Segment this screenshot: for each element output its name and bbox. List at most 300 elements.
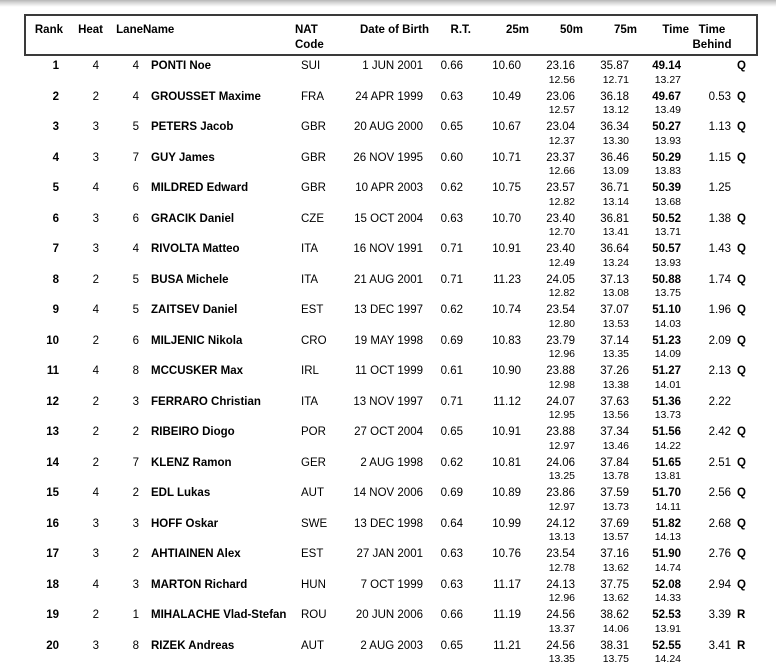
cell-reaction-time-value: 0.69 <box>429 335 463 349</box>
table-row[interactable] <box>25 331 757 362</box>
cell-date-of-birth-value: 21 AUG 2001 <box>339 274 423 288</box>
cell-75m <box>583 209 637 240</box>
cell-date-of-birth-value: 7 OCT 1999 <box>339 579 423 593</box>
cell-heat-value: 3 <box>63 548 99 562</box>
cell-date-of-birth <box>339 361 429 392</box>
cell-heat <box>63 270 103 301</box>
cell-reaction-time <box>429 117 471 148</box>
cell-lane <box>103 605 143 636</box>
cell-lane-value: 8 <box>103 640 139 654</box>
cell-rank <box>25 483 63 514</box>
table-row[interactable] <box>25 178 757 209</box>
cell-rank <box>25 117 63 148</box>
cell-75m <box>583 453 637 484</box>
cell-50m-split: 12.56 <box>529 74 575 87</box>
cell-time-behind-value: 1.25 <box>689 182 731 196</box>
cell-time-behind-value: 2.68 <box>689 518 731 532</box>
cell-nat-code <box>295 178 339 209</box>
table-row[interactable] <box>25 483 757 514</box>
cell-rank <box>25 209 63 240</box>
table-row[interactable] <box>25 575 757 606</box>
cell-nat-code-value: HUN <box>301 579 339 593</box>
cell-time-behind <box>689 148 735 179</box>
cell-reaction-time <box>429 605 471 636</box>
cell-reaction-time <box>429 87 471 118</box>
cell-heat <box>63 453 103 484</box>
table-row[interactable] <box>25 209 757 240</box>
cell-heat <box>63 178 103 209</box>
cell-75m-value: 37.34 <box>583 426 629 440</box>
cell-nat-code-value: FRA <box>301 91 339 105</box>
cell-nat-code <box>295 514 339 545</box>
cell-nat-code <box>295 239 339 270</box>
cell-heat-value: 2 <box>63 426 99 440</box>
cell-75m <box>583 605 637 636</box>
cell-75m <box>583 87 637 118</box>
cell-50m <box>529 209 583 240</box>
table-row[interactable] <box>25 453 757 484</box>
cell-50m-split: 12.95 <box>529 409 575 422</box>
cell-rank-value: 8 <box>25 274 59 288</box>
cell-lane <box>103 544 143 575</box>
cell-heat <box>63 300 103 331</box>
cell-qualification-value: Q <box>737 121 757 135</box>
top-gradient-strip <box>0 0 776 7</box>
cell-50m-split: 12.97 <box>529 501 575 514</box>
column-header-25m <box>471 15 529 55</box>
cell-date-of-birth-value: 10 APR 2003 <box>339 182 423 196</box>
cell-qualification <box>735 361 757 392</box>
cell-qualification <box>735 636 757 666</box>
header-row <box>25 15 757 55</box>
column-header-lane-label: Lane <box>103 16 143 38</box>
column-header-behind-line1: Time <box>699 24 726 36</box>
cell-time <box>637 392 689 423</box>
cell-nat-code-value: ITA <box>301 274 339 288</box>
cell-reaction-time <box>429 422 471 453</box>
cell-qualification <box>735 605 757 636</box>
table-row[interactable] <box>25 239 757 270</box>
cell-25m-value: 11.23 <box>471 274 521 288</box>
cell-lane <box>103 636 143 666</box>
cell-qualification-value: Q <box>737 213 757 227</box>
cell-date-of-birth <box>339 575 429 606</box>
cell-date-of-birth <box>339 605 429 636</box>
cell-50m <box>529 87 583 118</box>
cell-rank-value: 14 <box>25 457 59 471</box>
cell-nat-code <box>295 148 339 179</box>
cell-reaction-time-value: 0.71 <box>429 243 463 257</box>
cell-qualification <box>735 270 757 301</box>
cell-date-of-birth <box>339 483 429 514</box>
cell-75m-split: 13.38 <box>583 379 629 392</box>
cell-time-value: 52.53 <box>637 609 681 623</box>
cell-nat-code-value: SWE <box>301 518 339 532</box>
cell-date-of-birth-value: 20 JUN 2006 <box>339 609 423 623</box>
cell-heat <box>63 55 103 87</box>
cell-time <box>637 209 689 240</box>
column-header-50m <box>529 15 583 55</box>
cell-time-split: 13.71 <box>637 226 681 239</box>
table-row[interactable] <box>25 87 757 118</box>
cell-25m <box>471 117 529 148</box>
cell-lane-value: 3 <box>103 518 139 532</box>
cell-reaction-time-value: 0.69 <box>429 487 463 501</box>
cell-25m <box>471 636 529 666</box>
cell-lane <box>103 239 143 270</box>
cell-time <box>637 575 689 606</box>
cell-qualification-value: Q <box>737 457 757 471</box>
table-row[interactable] <box>25 605 757 636</box>
cell-25m <box>471 392 529 423</box>
cell-75m-split: 13.08 <box>583 287 629 300</box>
cell-75m-split: 12.71 <box>583 74 629 87</box>
cell-reaction-time <box>429 270 471 301</box>
cell-date-of-birth-value: 14 NOV 2006 <box>339 487 423 501</box>
cell-nat-code <box>295 392 339 423</box>
cell-lane <box>103 575 143 606</box>
table-header <box>25 15 757 55</box>
cell-75m-value: 37.14 <box>583 335 629 349</box>
cell-qualification <box>735 209 757 240</box>
column-header-heat <box>63 15 103 55</box>
cell-75m-value: 38.31 <box>583 640 629 654</box>
cell-date-of-birth-value: 26 NOV 1995 <box>339 152 423 166</box>
cell-lane-value: 7 <box>103 152 139 166</box>
cell-25m <box>471 148 529 179</box>
cell-rank-value: 20 <box>25 640 59 654</box>
cell-qualification <box>735 544 757 575</box>
cell-time-split: 14.01 <box>637 379 681 392</box>
cell-name-value: MIHALACHE Vlad-Stefan <box>151 609 295 623</box>
cell-reaction-time-value: 0.63 <box>429 91 463 105</box>
cell-reaction-time <box>429 514 471 545</box>
cell-50m <box>529 453 583 484</box>
cell-75m-value: 37.59 <box>583 487 629 501</box>
cell-lane-value: 2 <box>103 548 139 562</box>
cell-25m-value: 11.19 <box>471 609 521 623</box>
cell-heat-value: 3 <box>63 518 99 532</box>
cell-lane-value: 2 <box>103 487 139 501</box>
cell-rank <box>25 331 63 362</box>
cell-name-value: MARTON Richard <box>151 579 295 593</box>
cell-75m-value: 37.75 <box>583 579 629 593</box>
cell-qualification <box>735 575 757 606</box>
cell-heat <box>63 636 103 666</box>
column-header-rt-label: R.T. <box>429 16 471 38</box>
cell-75m <box>583 422 637 453</box>
cell-75m-split: 13.14 <box>583 196 629 209</box>
cell-time-behind <box>689 239 735 270</box>
cell-heat <box>63 575 103 606</box>
cell-date-of-birth <box>339 300 429 331</box>
cell-name-value: AHTIAINEN Alex <box>151 548 295 562</box>
cell-qualification <box>735 300 757 331</box>
cell-25m <box>471 331 529 362</box>
cell-name <box>143 209 295 240</box>
cell-name-value: MCCUSKER Max <box>151 365 295 379</box>
table-row[interactable] <box>25 392 757 423</box>
table-row[interactable] <box>25 55 757 87</box>
column-header-dob-label: Date of Birth <box>339 16 429 38</box>
cell-name-value: KLENZ Ramon <box>151 457 295 471</box>
cell-lane-value: 6 <box>103 335 139 349</box>
cell-name-value: RIVOLTA Matteo <box>151 243 295 257</box>
cell-lane-value: 5 <box>103 304 139 318</box>
cell-75m-split: 13.35 <box>583 348 629 361</box>
cell-date-of-birth <box>339 422 429 453</box>
cell-50m-value: 24.56 <box>529 640 575 654</box>
cell-75m-value: 36.34 <box>583 121 629 135</box>
cell-rank-value: 11 <box>25 365 59 379</box>
cell-date-of-birth <box>339 209 429 240</box>
cell-reaction-time-value: 0.61 <box>429 365 463 379</box>
cell-qualification <box>735 331 757 362</box>
cell-time-value: 50.39 <box>637 182 681 196</box>
table-row[interactable] <box>25 514 757 545</box>
cell-time-value: 51.82 <box>637 518 681 532</box>
cell-date-of-birth-value: 20 AUG 2000 <box>339 121 423 135</box>
cell-time-behind <box>689 361 735 392</box>
cell-75m-split: 13.62 <box>583 592 629 605</box>
cell-nat-code <box>295 483 339 514</box>
cell-time-value: 51.56 <box>637 426 681 440</box>
cell-time <box>637 453 689 484</box>
cell-time-split: 14.22 <box>637 440 681 453</box>
cell-50m-value: 23.54 <box>529 304 575 318</box>
cell-lane <box>103 392 143 423</box>
column-header-rank-label: Rank <box>26 16 63 38</box>
cell-50m <box>529 55 583 87</box>
cell-time-behind-value: 2.56 <box>689 487 731 501</box>
cell-50m-split: 13.13 <box>529 531 575 544</box>
cell-25m-value: 10.75 <box>471 182 521 196</box>
cell-qualification-value: Q <box>737 335 757 349</box>
cell-time-split: 13.93 <box>637 135 681 148</box>
cell-nat-code <box>295 544 339 575</box>
cell-nat-code <box>295 270 339 301</box>
cell-25m-value: 10.90 <box>471 365 521 379</box>
table-row[interactable] <box>25 117 757 148</box>
table-row[interactable] <box>25 148 757 179</box>
cell-time <box>637 87 689 118</box>
cell-25m <box>471 544 529 575</box>
cell-time-value: 49.14 <box>637 60 681 74</box>
cell-time-behind-value: 2.51 <box>689 457 731 471</box>
cell-50m <box>529 300 583 331</box>
cell-reaction-time <box>429 148 471 179</box>
cell-rank-value: 6 <box>25 213 59 227</box>
cell-name-value: MILDRED Edward <box>151 182 295 196</box>
cell-nat-code-value: ITA <box>301 396 339 410</box>
cell-50m <box>529 483 583 514</box>
cell-time-value: 52.55 <box>637 640 681 654</box>
cell-heat-value: 2 <box>63 274 99 288</box>
cell-rank <box>25 453 63 484</box>
cell-name <box>143 544 295 575</box>
table-row[interactable] <box>25 361 757 392</box>
cell-25m <box>471 178 529 209</box>
cell-time <box>637 270 689 301</box>
cell-50m-value: 24.56 <box>529 609 575 623</box>
cell-nat-code-value: ROU <box>301 609 339 623</box>
cell-time-value: 51.27 <box>637 365 681 379</box>
cell-reaction-time <box>429 331 471 362</box>
column-header-date-of-birth <box>339 15 429 55</box>
cell-50m <box>529 514 583 545</box>
cell-lane-value: 5 <box>103 274 139 288</box>
cell-qualification-value: Q <box>737 152 757 166</box>
cell-qualification <box>735 422 757 453</box>
cell-25m-value: 10.81 <box>471 457 521 471</box>
cell-rank <box>25 361 63 392</box>
cell-75m <box>583 392 637 423</box>
cell-date-of-birth <box>339 178 429 209</box>
cell-75m-value: 35.87 <box>583 60 629 74</box>
cell-75m-value: 36.81 <box>583 213 629 227</box>
cell-75m-split: 13.12 <box>583 104 629 117</box>
cell-date-of-birth <box>339 55 429 87</box>
table-row[interactable] <box>25 636 757 666</box>
cell-reaction-time <box>429 392 471 423</box>
cell-date-of-birth <box>339 331 429 362</box>
cell-reaction-time <box>429 300 471 331</box>
cell-rank-value: 13 <box>25 426 59 440</box>
cell-lane <box>103 331 143 362</box>
cell-reaction-time-value: 0.65 <box>429 426 463 440</box>
cell-name <box>143 605 295 636</box>
cell-lane <box>103 209 143 240</box>
table-row[interactable] <box>25 300 757 331</box>
cell-25m-value: 10.91 <box>471 243 521 257</box>
cell-50m <box>529 331 583 362</box>
cell-time-value: 51.90 <box>637 548 681 562</box>
cell-name-value: BUSA Michele <box>151 274 295 288</box>
cell-nat-code-value: IRL <box>301 365 339 379</box>
cell-name-value: HOFF Oskar <box>151 518 295 532</box>
cell-rank <box>25 270 63 301</box>
cell-lane-value: 5 <box>103 121 139 135</box>
cell-lane-value: 7 <box>103 457 139 471</box>
cell-nat-code <box>295 331 339 362</box>
cell-time-value: 50.29 <box>637 152 681 166</box>
cell-50m-split: 12.70 <box>529 226 575 239</box>
cell-rank-value: 15 <box>25 487 59 501</box>
column-header-time-label: Time <box>637 16 689 38</box>
cell-25m-value: 10.89 <box>471 487 521 501</box>
cell-50m-value: 23.86 <box>529 487 575 501</box>
cell-qualification <box>735 87 757 118</box>
cell-rank <box>25 148 63 179</box>
cell-heat-value: 2 <box>63 396 99 410</box>
cell-time <box>637 544 689 575</box>
cell-qualification <box>735 392 757 423</box>
cell-50m-split: 13.25 <box>529 470 575 483</box>
cell-date-of-birth <box>339 270 429 301</box>
cell-nat-code-value: SUI <box>301 60 339 74</box>
cell-75m <box>583 178 637 209</box>
cell-50m <box>529 117 583 148</box>
cell-name <box>143 178 295 209</box>
cell-lane-value: 3 <box>103 396 139 410</box>
cell-name <box>143 361 295 392</box>
cell-75m-split: 13.75 <box>583 653 629 666</box>
cell-heat <box>63 209 103 240</box>
cell-50m <box>529 544 583 575</box>
cell-50m-split: 12.57 <box>529 104 575 117</box>
column-header-time <box>637 15 689 55</box>
cell-nat-code-value: CZE <box>301 213 339 227</box>
cell-rank <box>25 636 63 666</box>
cell-rank-value: 12 <box>25 396 59 410</box>
cell-lane-value: 3 <box>103 579 139 593</box>
cell-50m-value: 24.07 <box>529 396 575 410</box>
cell-nat-code <box>295 300 339 331</box>
cell-50m-split: 12.96 <box>529 348 575 361</box>
cell-time-behind <box>689 544 735 575</box>
cell-name-value: GUY James <box>151 152 295 166</box>
column-header-lane <box>103 15 143 55</box>
cell-nat-code <box>295 87 339 118</box>
cell-25m <box>471 575 529 606</box>
cell-name <box>143 636 295 666</box>
cell-heat <box>63 392 103 423</box>
cell-75m-split: 13.62 <box>583 562 629 575</box>
cell-time-behind <box>689 270 735 301</box>
table-row[interactable] <box>25 270 757 301</box>
cell-date-of-birth-value: 24 APR 1999 <box>339 91 423 105</box>
table-row[interactable] <box>25 422 757 453</box>
cell-time-behind-value: 1.38 <box>689 213 731 227</box>
cell-25m <box>471 270 529 301</box>
cell-name <box>143 514 295 545</box>
cell-time-split: 13.73 <box>637 409 681 422</box>
cell-time-split: 14.74 <box>637 562 681 575</box>
cell-time-behind <box>689 55 735 87</box>
cell-qualification <box>735 55 757 87</box>
cell-time-split: 14.13 <box>637 531 681 544</box>
cell-time-behind <box>689 422 735 453</box>
cell-75m <box>583 239 637 270</box>
cell-nat-code <box>295 117 339 148</box>
cell-75m <box>583 514 637 545</box>
cell-heat-value: 3 <box>63 243 99 257</box>
cell-50m-value: 23.88 <box>529 365 575 379</box>
cell-lane-value: 6 <box>103 182 139 196</box>
cell-50m <box>529 148 583 179</box>
cell-name <box>143 148 295 179</box>
cell-reaction-time <box>429 361 471 392</box>
cell-time-behind-value: 1.13 <box>689 121 731 135</box>
cell-75m-split: 13.46 <box>583 440 629 453</box>
cell-25m <box>471 483 529 514</box>
cell-name <box>143 55 295 87</box>
cell-lane <box>103 361 143 392</box>
cell-reaction-time-value: 0.63 <box>429 213 463 227</box>
cell-lane <box>103 300 143 331</box>
cell-time-behind <box>689 483 735 514</box>
cell-25m-value: 11.21 <box>471 640 521 654</box>
cell-qualification <box>735 148 757 179</box>
cell-rank <box>25 422 63 453</box>
cell-heat-value: 4 <box>63 487 99 501</box>
cell-nat-code <box>295 575 339 606</box>
cell-time-behind <box>689 636 735 666</box>
cell-rank <box>25 514 63 545</box>
cell-reaction-time <box>429 544 471 575</box>
table-row[interactable] <box>25 544 757 575</box>
cell-75m-value: 36.71 <box>583 182 629 196</box>
